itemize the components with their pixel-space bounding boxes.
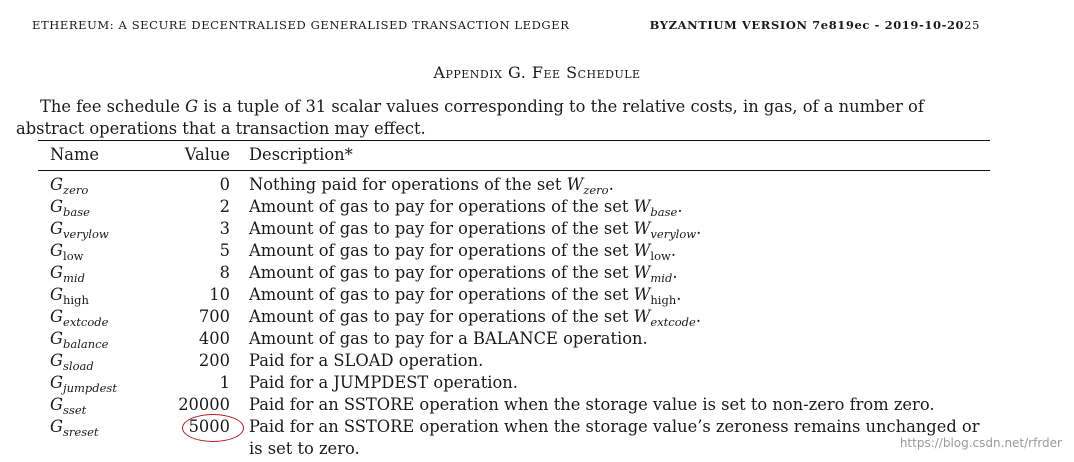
fee-value-low: 5 — [219, 241, 230, 260]
fee-value-sset: 20000 — [178, 395, 230, 414]
fee-name-sset: $G_{sset}$ — [50, 395, 87, 417]
fee-description-sreset: Paid for an SSTORE operation when the storage value’s zeroness remains unchanged or is set to zero. — [249, 417, 980, 458]
table-row — [0, 262, 1074, 284]
fee-value-zero: 0 — [219, 175, 230, 194]
fee-name-low: $G_{low}$ — [50, 241, 84, 263]
column-header-value: Value — [184, 145, 230, 164]
fee-value-balance: 400 — [198, 329, 230, 348]
fee-value-jumpdest: 1 — [219, 373, 230, 392]
running-header-title: ETHEREUM: A SECURE DECENTRALISED GENERALISED TRANSACTION LEDGER — [32, 18, 570, 32]
fee-value-sreset: 5000 — [188, 417, 230, 436]
fee-name-sreset: $G_{sreset}$ — [50, 417, 99, 439]
table-row — [0, 196, 1074, 218]
fee-name-extcode: $G_{extcode}$ — [50, 307, 109, 329]
table-row — [0, 350, 1074, 372]
fee-name-balance: $G_{balance}$ — [50, 329, 109, 351]
table-row — [0, 284, 1074, 306]
fee-description-jumpdest: Paid for a JUMPDEST operation. — [249, 373, 518, 392]
fee-description-mid: Amount of gas to pay for operations of the set $W_{mid}$. — [249, 263, 678, 285]
fee-name-zero: $G_{zero}$ — [50, 175, 89, 197]
running-header-version-group — [650, 18, 980, 32]
fee-value-high: 10 — [209, 285, 230, 304]
table-row — [0, 306, 1074, 328]
table-row — [0, 174, 1074, 196]
appendix-title: Appendix G. Fee Schedule — [433, 63, 641, 82]
column-header-name: Name — [50, 145, 100, 164]
fee-description-high: Amount of gas to pay for operations of the set $W_{high}$. — [249, 285, 682, 307]
fee-name-verylow: $G_{verylow}$ — [50, 219, 109, 241]
fee-value-mid: 8 — [219, 263, 230, 282]
fee-name-sload: $G_{sload}$ — [50, 351, 94, 373]
page-number: 25 — [964, 18, 980, 32]
fee-description-base: Amount of gas to pay for operations of the set $W_{base}$. — [249, 197, 683, 219]
fee-name-mid: $G_{mid}$ — [50, 263, 85, 285]
intro-paragraph: The fee schedule G is a tuple of 31 scalar values corresponding to the relative costs, in gas, of a number of abstract operations that a transaction may effect. — [16, 97, 924, 138]
table-header-rule — [38, 170, 990, 171]
fee-value-sload: 200 — [198, 351, 230, 370]
fee-description-extcode: Amount of gas to pay for operations of the set $W_{extcode}$. — [249, 307, 702, 329]
fee-name-base: $G_{base}$ — [50, 197, 90, 219]
fee-name-jumpdest: $G_{jumpdest}$ — [50, 373, 117, 395]
fee-description-zero: Nothing paid for operations of the set $W_{zero}$. — [249, 175, 614, 197]
fee-description-low: Amount of gas to pay for operations of the set $W_{low}$. — [249, 241, 677, 263]
fee-table-body — [0, 174, 1074, 460]
fee-value-base: 2 — [219, 197, 230, 216]
table-row — [0, 394, 1074, 416]
fee-description-balance: Amount of gas to pay for a BALANCE operation. — [249, 329, 648, 348]
fee-description-sset: Paid for an SSTORE operation when the storage value is set to non-zero from zero. — [249, 395, 935, 414]
table-row — [0, 328, 1074, 350]
table-row — [0, 240, 1074, 262]
fee-value-extcode: 700 — [198, 307, 230, 326]
fee-name-high: $G_{high}$ — [50, 285, 89, 307]
table-top-rule — [38, 140, 990, 141]
fee-value-verylow: 3 — [219, 219, 230, 238]
watermark: https://blog.csdn.net/rfrder — [899, 436, 1062, 450]
column-header-description: Description* — [249, 145, 353, 164]
highlight-circle-annotation — [182, 414, 244, 442]
fee-description-sload: Paid for a SLOAD operation. — [249, 351, 484, 370]
table-row — [0, 372, 1074, 394]
running-header — [32, 18, 980, 32]
table-row — [0, 218, 1074, 240]
fee-description-verylow: Amount of gas to pay for operations of the set $W_{verylow}$. — [249, 219, 702, 241]
running-header-version: BYZANTIUM VERSION 7e819ec - 2019-10-20 — [649, 18, 965, 32]
